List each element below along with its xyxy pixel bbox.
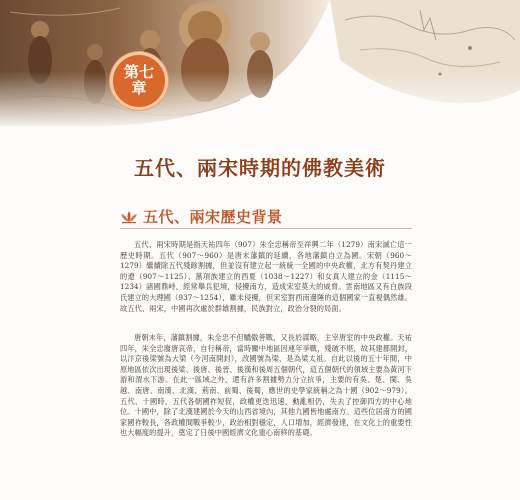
paragraph-text: 五代、兩宋時期是指天祐四年（907）朱全忠稱帝至祥興二年（1279）南宋滅亡這一歷史時期。五代（907～960）是唐末藩鎮的延續，各地藩鎮自立為國。宋朝（960～1279）繼續除五代殘餘割據，但並沒有建立起一統統一全國的中央政權，北方有契丹建立的遼（907～1125）、黨項族建立的西夏（1038～1227）和女真人建立的金（1115～1234）諸國鼎峙，經常舉兵犯境，侵擾南方，造成宋室莫大的威脅。雲南地區又有白族段氏建立的大理國（937～1254），雖未侵擾，但宋室對西南邊陲的這個國家一直視偶然雄。故五代、兩宋，中國再次處於群雄割據，民族對立，政治分裂的局面。 xyxy=(120,240,412,313)
paragraph-text: 唐朝末年，藩鎮割據，朱全忠不但驕傲善戰，又長於謀略，主宰唐室的中央政權。天祐四年，朱全忠廢唐哀帝，自行稱帝，當時關中地區因連年爭戰，殘破不堪，故其建都開封，以汴京後梁號為大梁（今河南開封），改國號為梁，是為梁太祖。自此以後的五十年間，中原地區依次出現後梁、後唐、後晉、後漢和後周五個朝代，這五個朝代的領域主要為黃河下游和渭水下游。在此一區域之外，還有許多割據勢力分立抗爭，主要的有吳、楚、閩、吳越、南唐、南漢、北漢、荊南、前蜀、後蜀，應世的史學家統稱之為十國（902～979）。五代、十國時，五代各朝國祚短促，政權更迭迅速，動亂相仍，失去了控御四方的中心地位。十國中，除了北漢建國於今天的山西省境內，其他九國皆地處南方。這些位居南方的國家國祚較長，各政權間戰爭較少，政治相對穩定，人口增加，經濟發達，在文化上的重要性也大幅度的提升，奠定了日後中國經濟文化重心南移的基礎。 xyxy=(120,333,412,438)
header-artwork xyxy=(0,0,520,130)
buddhist-painting-banner xyxy=(0,0,520,130)
paragraph-2 xyxy=(120,333,412,439)
paragraph-1 xyxy=(120,240,412,314)
chapter-badge xyxy=(110,52,168,110)
lotus-icon xyxy=(120,210,138,224)
chapter-badge-line2: 章 xyxy=(131,79,147,97)
chapter-badge-line1: 第七 xyxy=(123,63,154,82)
chapter-title: 五代、兩宋時期的佛教美術 xyxy=(134,156,386,180)
section-divider xyxy=(120,228,412,229)
section-heading xyxy=(120,206,283,227)
section-title: 五代、兩宋歷史背景 xyxy=(143,208,283,226)
